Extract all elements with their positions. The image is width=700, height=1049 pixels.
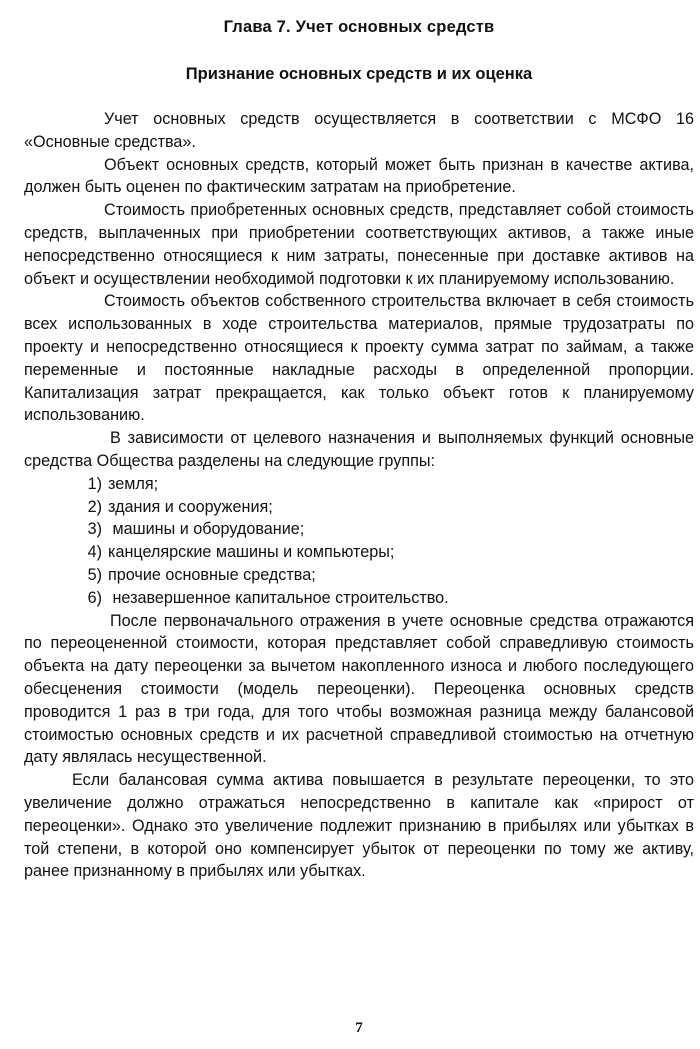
list-item-text: прочие основные средства; xyxy=(108,565,316,584)
paragraph-self-construction: Стоимость объектов собственного строительства включает в себя стоимость всех использованных в ходе строительства материалов, прямые трудозатраты по проекту и непосредственно относящиеся к проекту сумма затрат по займам, а также переменные и постоянные накладные расходы в определенной пропорции. Капитализация затрат прекращается, как только объект готов к планируемому использованию. xyxy=(24,292,694,425)
page-number: 7 xyxy=(355,1020,363,1036)
list-item xyxy=(24,496,694,519)
chapter-title: Глава 7. Учет основных средств xyxy=(223,18,495,36)
asset-groups-list xyxy=(24,473,694,610)
paragraph-ifrs: Учет основных средств осуществляется в соответствии с МСФО 16 «Основные средства». xyxy=(24,110,694,151)
document-page xyxy=(24,0,694,1049)
list-item-text: машины и оборудование; xyxy=(108,520,305,539)
list-item-text: здания и сооружения; xyxy=(108,497,273,516)
document-body xyxy=(24,108,694,883)
list-item-number: 3) xyxy=(87,520,102,539)
list-item-number: 1) xyxy=(87,474,102,493)
list-item xyxy=(24,541,694,564)
paragraph-recognition: Объект основных средств, который может быть признан в качестве актива, должен быть оценен по фактическим затратам на приобретение. xyxy=(24,155,694,197)
paragraph-groups-intro: В зависимости от целевого назначения и выполняемых функций основные средства Общества разделены на следующие группы: xyxy=(24,429,694,470)
list-item xyxy=(24,473,694,496)
list-item xyxy=(24,587,694,610)
list-item-number: 4) xyxy=(87,543,102,562)
paragraph-revaluation-surplus: Если балансовая сумма актива повышается в результате переоценки, то это увеличение должно отражаться непосредственно в капитале как «прирост от переоценки». Однако это увеличение подлежит признанию в прибылях или убытках в той степени, в которой оно компенсирует убыток от переоценки по тому же активу, ранее признанному в прибылях или убытках. xyxy=(24,771,694,881)
paragraph-acquisition-cost: Стоимость приобретенных основных средств, представляет собой стоимость средств, выплаченных при приобретении соответствующих активов, а также иные непосредственно относящиеся к ним затраты, понесенные при доставке активов на объект и осуществлении необходимой подготовки к их планируемому использованию. xyxy=(24,201,694,288)
list-item-number: 2) xyxy=(87,497,102,516)
list-item-text: канцелярские машины и компьютеры; xyxy=(108,543,395,562)
list-item-number: 5) xyxy=(87,565,102,584)
section-title: Признание основных средств и их оценка xyxy=(185,65,533,83)
list-item-text: незавершенное капитальное строительство. xyxy=(108,588,449,607)
list-item-number: 6) xyxy=(87,588,102,607)
list-item-text: земля; xyxy=(108,474,159,493)
paragraph-revaluation-model: После первоначального отражения в учете основные средства отражаются по переоцененной стоимости, которая представляет собой справедливую стоимость объекта на дату переоценки за вычетом накопленного износа и любого последующего обесценения стоимости (модель переоценки). Переоценка основных средств проводится 1 раз в три года, для того чтобы возможная разница между балансовой стоимостью основных средств и их расчетной справедливой стоимостью на отчетную дату являлась несущественной. xyxy=(24,611,694,767)
list-item xyxy=(24,518,694,541)
list-item xyxy=(24,564,694,587)
